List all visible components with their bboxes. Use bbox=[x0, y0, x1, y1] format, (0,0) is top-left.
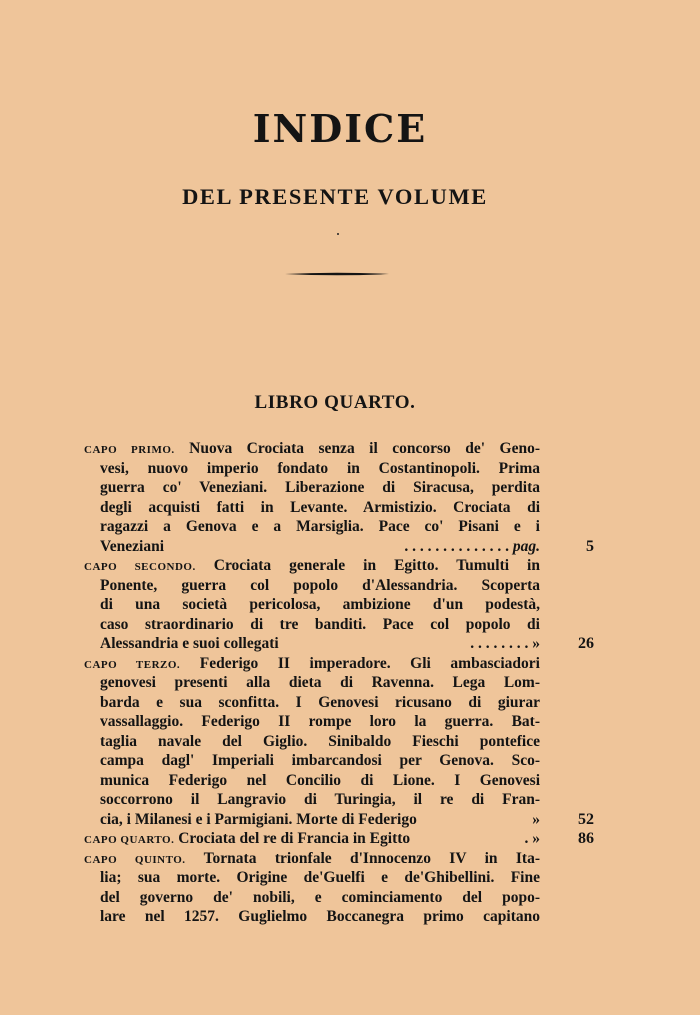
index-title: INDICE bbox=[252, 106, 428, 151]
entry-text: Federigo II imperadore. Gli ambasciadori bbox=[180, 654, 540, 672]
ditto-mark: » bbox=[532, 635, 540, 652]
entry-line: Alessandria e suoi collegati bbox=[100, 635, 279, 652]
toc-entry bbox=[84, 849, 594, 927]
entry-line: soccorrono il Langravio di Turingia, il re di Fran- bbox=[100, 791, 540, 808]
entry-text: Crociata generale in Egitto. Tumulti in bbox=[195, 557, 540, 574]
leader-dots: . . . . . . . . » bbox=[470, 635, 540, 652]
page-number: 86 bbox=[578, 830, 594, 847]
entry-line: vassallaggio. Federigo II rompe loro la guerra. Bat- bbox=[100, 713, 540, 730]
entry-line: guerra co' Veneziani. Liberazione di Siracusa, perdita bbox=[100, 479, 540, 496]
entry-line: caso straordinario di tre banditi. Pace col popolo di bbox=[100, 615, 540, 633]
page-number: 5 bbox=[586, 537, 594, 555]
entry-line: degli acquisti fatti in Levante. Armistizio. Crociata di bbox=[100, 498, 540, 516]
book-title: LIBRO QUARTO. bbox=[254, 392, 416, 413]
pag-label: pag. bbox=[512, 537, 540, 555]
toc-entry bbox=[84, 439, 594, 556]
entry-first-line bbox=[84, 654, 540, 674]
chapter-label: CAPO QUINTO. bbox=[84, 853, 186, 866]
toc-entry bbox=[84, 654, 594, 830]
chapter-label: CAPO TERZO. bbox=[84, 658, 181, 671]
page-number: 26 bbox=[578, 635, 594, 652]
entry-line: campa dagl' Imperiali imbarcandosi per Genova. Sco- bbox=[100, 752, 540, 769]
leader-dots: . » bbox=[524, 830, 540, 847]
toc-entry bbox=[84, 829, 594, 849]
entry-text: Tornata trionfale d'Innocenzo IV in Ita- bbox=[185, 849, 540, 867]
entry-line: vesi, nuovo imperio fondato in Costantinopoli. Prima bbox=[100, 459, 540, 477]
toc-entry bbox=[84, 556, 594, 654]
entry-text: Crociata del re di Francia in Egitto bbox=[174, 830, 411, 847]
entry-text: Nuova Crociata senza il concorso de' Geno- bbox=[174, 440, 541, 457]
ditto-mark: » bbox=[532, 830, 540, 847]
index-subtitle: DEL PRESENTE VOLUME bbox=[182, 184, 488, 209]
entry-first-line bbox=[84, 829, 540, 849]
entry-line: genovesi presenti alla dieta di Ravenna. Lega Lom- bbox=[100, 674, 540, 691]
table-of-contents bbox=[84, 439, 594, 927]
chapter-label: CAPO QUARTO. bbox=[84, 834, 175, 846]
page-number: 52 bbox=[578, 810, 594, 828]
ornament-dot bbox=[337, 233, 339, 235]
entry-line: del governo de' nobili, e cominciamento del popo- bbox=[100, 888, 540, 906]
entry-line: lia; sua morte. Origine de'Guelfi e de'Ghibellini. Fine bbox=[100, 869, 540, 886]
entry-line: ragazzi a Genova e a Marsiglia. Pace co' Pisani e i bbox=[100, 518, 540, 535]
entry-line: Veneziani bbox=[100, 537, 165, 555]
entry-line: di una società pericolosa, ambizione d'un podestà, bbox=[100, 596, 540, 613]
entry-first-line bbox=[84, 849, 540, 869]
leader-dots bbox=[532, 810, 540, 830]
entry-first-line bbox=[84, 556, 540, 576]
entry-first-line bbox=[84, 439, 540, 459]
entry-line: barda e sua sconfitta. I Genovesi ricusano di giurar bbox=[100, 693, 540, 711]
entry-line: taglia navale del Giglio. Sinibaldo Fieschi pontefice bbox=[100, 732, 540, 750]
leader-dots: . . . . . . . . . . . . . . pag. bbox=[404, 537, 540, 555]
entry-line: Ponente, guerra col popolo d'Alessandria. Scoperta bbox=[100, 576, 540, 594]
chapter-label: CAPO PRIMO. bbox=[84, 444, 175, 456]
entry-line: munica Federigo nel Concilio di Lione. I Genovesi bbox=[100, 771, 540, 789]
chapter-label: CAPO SECONDO. bbox=[84, 561, 196, 573]
decorative-rule bbox=[285, 272, 389, 276]
ditto-mark: » bbox=[532, 810, 540, 828]
entry-line: cia, i Milanesi e i Parmigiani. Morte di Federigo bbox=[100, 810, 417, 828]
entry-line: lare nel 1257. Guglielmo Boccanegra primo capitano bbox=[100, 908, 540, 925]
